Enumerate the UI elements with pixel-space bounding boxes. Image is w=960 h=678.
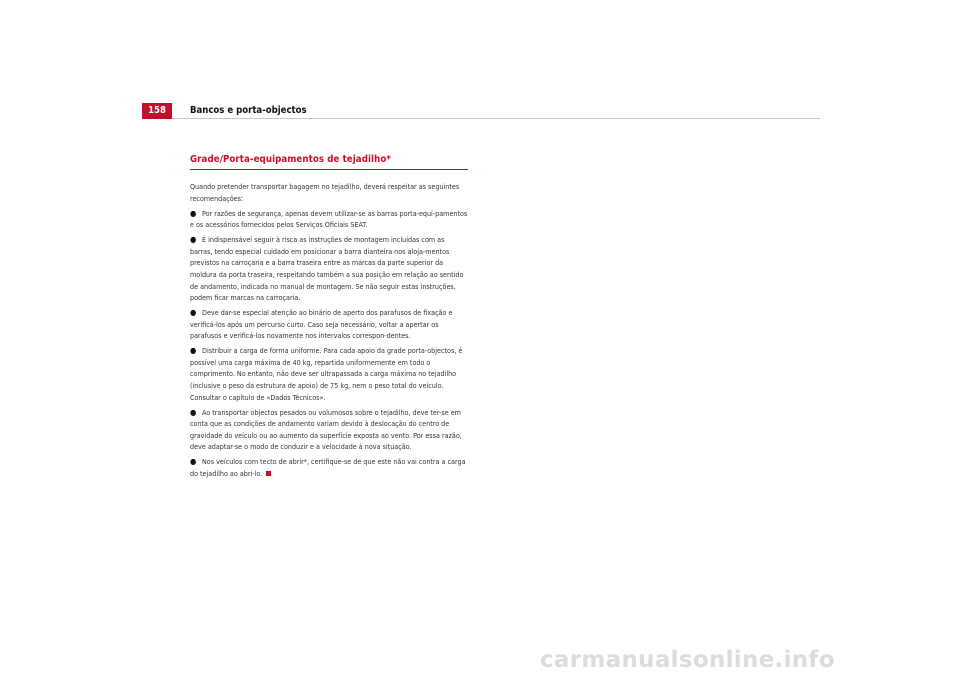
page-number: 158 [142, 103, 172, 119]
bullet-icon: ● [190, 235, 197, 245]
bullet-icon: ● [190, 208, 197, 218]
intro-paragraph: Quando pretender transportar bagagem no tejadilho, deverá respeitar as seguintes recomendações: [190, 182, 460, 203]
list-item-text: Deve dar-se especial atenção ao binário de aperto dos parafusos de fixação e verificá-los após um percurso curto. Caso seja necessário, voltar a apertar os parafusos e verificá-los novamente nos intervalos correspon-dentes. [190, 308, 453, 341]
header-divider [172, 118, 820, 119]
running-header-title: Bancos e porta-objectos [190, 105, 307, 116]
list-item-text: Por razões de segurança, apenas devem utilizar-se as barras porta-equi-pamentos e os acessórios fornecidos pelos Serviços Oficiais SEAT. [190, 208, 468, 230]
list-item [190, 456, 468, 479]
bullet-icon: ● [190, 407, 197, 417]
list-item [190, 345, 468, 403]
list-item [190, 307, 468, 342]
list-item-text: É indispensável seguir à risca as instruções de montagem incluídas com as barras, tendo especial cuidado em posicionar a barra dianteira nos aloja-mentos previstos na carroçaria e a barra traseira entre as marcas da parte superior da moldura da porta traseira, respeitando também a sua posição em relação ao sentido de andamento, indicada no manual de montagem. Se não seguir estas instruções, podem ficar marcas na carroçaria. [190, 235, 464, 303]
watermark: carmanualsonline.info [540, 647, 835, 673]
section-body [190, 181, 468, 483]
list-item-text: Distribuir a carga de forma uniforme. Para cada apoio da grade porta-objectos, é possível uma carga máxima de 40 kg, repartida uniformemente em todo o comprimento. No entanto, não deve ser ultrapassada a carga máxima no tejadilho (inclusive o peso da estrutura de apoio) de 75 kg, nem o peso total do veículo. Consultar o capítulo de «Dados Técnicos». [190, 346, 463, 402]
list-item [190, 208, 468, 231]
bullet-icon: ● [190, 308, 197, 318]
list-item-text: Ao transportar objectos pesados ou volumosos sobre o tejadilho, deve ter-se em conta que as condições de andamento variam devido à deslocação do centro de gravidade do veículo ou ao aumento da superfície exposta ao vento. Por essa razão, deve adaptar-se o modo de conduzir e a velocidade à nova situação. [190, 407, 462, 452]
bullet-icon: ● [190, 457, 197, 467]
list-item-text: Nos veículos com tecto de abrir*, certifique-se de que este não vai contra a carga do tejadilho ao abri-lo. [190, 457, 466, 478]
list-item [190, 234, 468, 304]
section-end-marker-icon [266, 471, 271, 476]
bullet-icon: ● [190, 346, 197, 356]
list-item [190, 407, 468, 453]
section-heading: Grade/Porta-equipamentos de tejadilho* [190, 154, 468, 170]
